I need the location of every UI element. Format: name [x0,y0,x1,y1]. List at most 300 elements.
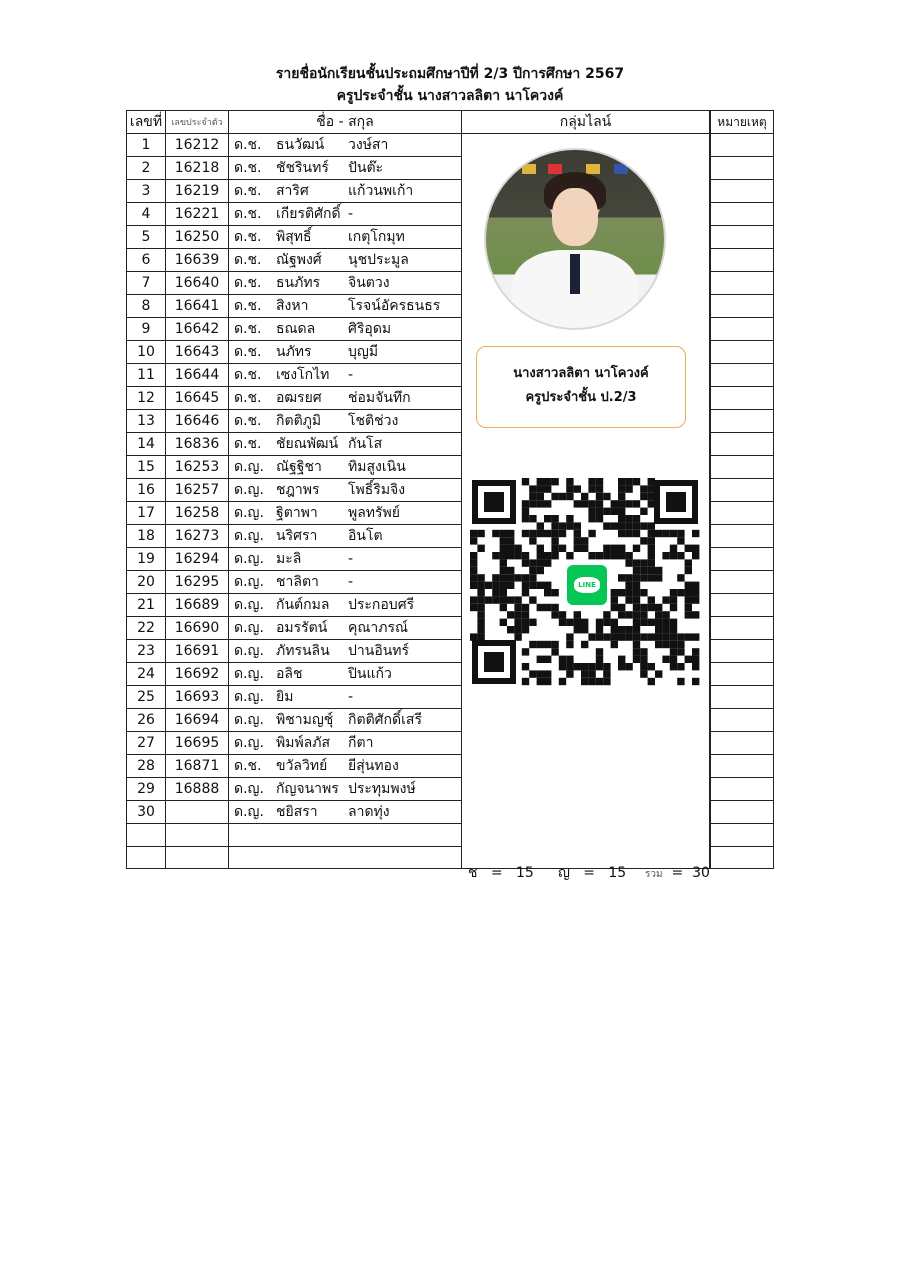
qr-module [529,567,536,574]
qr-module [537,559,544,566]
qr-module [685,589,692,596]
qr-module [500,537,507,544]
name-prefix: ด.ช. [234,137,262,153]
cell-name [229,226,462,249]
qr-module [529,485,536,492]
cell-no [127,824,166,847]
qr-module [596,552,603,559]
cell-note[interactable] [711,709,774,732]
cell-note[interactable] [711,824,774,847]
cell-note[interactable] [711,732,774,755]
qr-module [648,633,655,640]
qr-module [618,500,625,507]
cell-note[interactable] [711,387,774,410]
cell-id: 16258 [166,502,229,525]
cell-note[interactable] [711,617,774,640]
qr-module [500,530,507,537]
qr-module [544,656,551,663]
qr-module [559,493,566,500]
qr-module [648,619,655,626]
qr-module [470,530,477,537]
qr-module [522,589,529,596]
qr-module [470,567,477,574]
qr-module [670,604,677,611]
name-prefix: ด.ช. [234,229,262,245]
cell-note[interactable] [711,157,774,180]
qr-module [537,641,544,648]
qr-module [655,670,662,677]
qr-module [537,552,544,559]
qr-module [551,545,558,552]
qr-module [685,656,692,663]
table-row [127,134,774,157]
cell-note[interactable] [711,410,774,433]
qr-module [544,559,551,566]
qr-module [574,611,581,618]
qr-module [655,641,662,648]
qr-module [492,552,499,559]
cell-name [229,640,462,663]
name-prefix: ด.ช. [234,413,262,429]
qr-module [633,619,640,626]
qr-module [566,619,573,626]
cell-note[interactable] [711,502,774,525]
cell-note[interactable] [711,249,774,272]
cell-id: 16644 [166,364,229,387]
qr-module [514,633,521,640]
qr-module [640,559,647,566]
qr-module [514,545,521,552]
qr-module [596,663,603,670]
cell-no: 17 [127,502,166,525]
qr-module [507,567,514,574]
qr-module [544,552,551,559]
qr-module [648,478,655,485]
name-prefix: ด.ช. [234,183,262,199]
qr-module [662,611,669,618]
qr-module [529,559,536,566]
cell-no: 15 [127,456,166,479]
qr-module [588,478,595,485]
qr-module [588,515,595,522]
qr-module [522,559,529,566]
qr-module [559,522,566,529]
cell-note[interactable] [711,755,774,778]
cell-id: 16645 [166,387,229,410]
qr-module [618,626,625,633]
cell-note[interactable] [711,594,774,617]
qr-module [640,619,647,626]
qr-module [603,619,610,626]
qr-module [566,515,573,522]
cell-no: 20 [127,571,166,594]
cell-id: 16253 [166,456,229,479]
cell-note[interactable] [711,778,774,801]
qr-module [477,545,484,552]
last-name: ศิริอุดม [348,321,392,337]
qr-module [618,589,625,596]
qr-module [603,522,610,529]
qr-module [670,656,677,663]
cell-name [229,249,462,272]
qr-module [692,589,699,596]
qr-module [670,633,677,640]
col-header-group: กลุ่มไลน์ [462,111,710,134]
last-name: ปันต๊ะ [348,160,384,176]
first-name: ณัฐฐิชา [276,459,322,475]
cell-name [229,686,462,709]
cell-name [229,525,462,548]
cell-note[interactable] [711,433,774,456]
cell-no: 4 [127,203,166,226]
qr-module [662,530,669,537]
qr-module [551,552,558,559]
cell-no: 26 [127,709,166,732]
last-name: โรจน์อัครธนธร [348,298,441,314]
qr-module [581,678,588,685]
qr-module [529,493,536,500]
qr-module [685,559,692,566]
qr-module [662,641,669,648]
qr-module [470,633,477,640]
qr-module [500,567,507,574]
qr-module [551,515,558,522]
qr-module [625,633,632,640]
qr-module [677,537,684,544]
qr-module [581,619,588,626]
qr-module [611,596,618,603]
qr-module [522,626,529,633]
qr-module [477,611,484,618]
first-name: ชาลิตา [276,574,319,590]
qr-module [566,663,573,670]
qr-module [670,648,677,655]
qr-module [581,493,588,500]
name-prefix: ด.ช. [234,367,262,383]
cell-note[interactable] [711,640,774,663]
qr-module [625,596,632,603]
qr-module [588,678,595,685]
qr-module [500,582,507,589]
first-name: ธนวัฒน์ [276,137,325,153]
cell-id: 16250 [166,226,229,249]
qr-module [648,493,655,500]
qr-module [537,530,544,537]
cell-name [229,663,462,686]
qr-module [529,500,536,507]
qr-module [537,485,544,492]
cell-note[interactable] [711,341,774,364]
qr-module [618,485,625,492]
cell-no: 10 [127,341,166,364]
qr-module [655,626,662,633]
qr-module [596,678,603,685]
qr-module [559,530,566,537]
qr-module [670,619,677,626]
qr-module [692,530,699,537]
cell-id: 16691 [166,640,229,663]
qr-module [551,611,558,618]
qr-module [581,500,588,507]
cell-id: 16257 [166,479,229,502]
qr-module [662,656,669,663]
qr-module [677,648,684,655]
name-prefix: ด.ญ. [234,712,264,728]
qr-module [485,582,492,589]
cell-note[interactable] [711,134,774,157]
last-name: ปานอินทร์ [348,643,410,659]
cell-no: 24 [127,663,166,686]
qr-module [485,596,492,603]
qr-module [618,478,625,485]
qr-module [677,552,684,559]
cell-note[interactable] [711,318,774,341]
cell-note[interactable] [711,272,774,295]
cell-note[interactable] [711,226,774,249]
qr-module [625,530,632,537]
qr-module [603,493,610,500]
qr-module [514,619,521,626]
qr-module [618,574,625,581]
cell-note[interactable] [711,548,774,571]
qr-module [633,604,640,611]
qr-module [640,656,647,663]
teacher-role: ครูประจำชั้น ป.2/3 [525,390,637,405]
qr-module [670,589,677,596]
qr-module [633,500,640,507]
qr-module [692,611,699,618]
cell-no: 23 [127,640,166,663]
cell-name [229,134,462,157]
cell-id: 16646 [166,410,229,433]
qr-module [625,500,632,507]
qr-module [500,552,507,559]
name-prefix: ด.ญ. [234,482,264,498]
name-prefix: ด.ช. [234,275,262,291]
qr-module [588,663,595,670]
qr-module [677,530,684,537]
qr-module [596,485,603,492]
qr-module [692,663,699,670]
qr-module [522,508,529,515]
qr-module [625,522,632,529]
qr-module [507,552,514,559]
cell-id: 16273 [166,525,229,548]
qr-module [551,478,558,485]
qr-module [625,582,632,589]
cell-id: 16641 [166,295,229,318]
cell-note[interactable] [711,846,774,869]
qr-module [581,545,588,552]
last-name: ประทุมพงษ์ [348,781,416,797]
qr-module [640,611,647,618]
first-name: เซงโกไท [276,367,330,383]
qr-module [514,604,521,611]
qr-module [500,619,507,626]
qr-module [692,545,699,552]
first-name: ณัฐพงศ์ [276,252,322,268]
cell-id [166,846,229,869]
cell-note[interactable] [711,525,774,548]
cell-note[interactable] [711,571,774,594]
cell-name [229,778,462,801]
qr-module [633,596,640,603]
qr-module [618,552,625,559]
qr-module [507,596,514,603]
qr-module [655,604,662,611]
qr-module [588,500,595,507]
qr-module [603,633,610,640]
qr-module [588,633,595,640]
qr-module [529,574,536,581]
qr-module [514,626,521,633]
first-name: นริศรา [276,528,318,544]
qr-module [551,589,558,596]
qr-module [640,485,647,492]
last-name: - [348,206,354,222]
qr-module [522,604,529,611]
qr-module [648,678,655,685]
cell-note[interactable] [711,801,774,824]
qr-module [537,522,544,529]
cell-name [229,594,462,617]
name-prefix: ด.ช. [234,758,262,774]
cell-note[interactable] [711,203,774,226]
last-name: อินโต [348,528,383,544]
qr-module [581,663,588,670]
qr-module [655,611,662,618]
qr-module [625,478,632,485]
qr-module [522,552,529,559]
qr-module [648,530,655,537]
qr-module [670,530,677,537]
cell-no: 22 [127,617,166,640]
cell-id: 16218 [166,157,229,180]
first-name: มะลิ [276,551,302,567]
cell-note[interactable] [711,364,774,387]
qr-module [566,633,573,640]
qr-module [529,596,536,603]
cell-no: 30 [127,801,166,824]
name-prefix: ด.ช. [234,436,262,452]
qr-module [603,508,610,515]
qr-module [685,633,692,640]
first-name: ชยิสรา [276,804,318,820]
last-name: บุญมี [348,344,379,360]
last-name: โชติช่วง [348,413,399,429]
qr-module [470,582,477,589]
qr-module [618,545,625,552]
qr-module [640,522,647,529]
teacher-photo [484,148,666,330]
cell-name [229,410,462,433]
cell-note[interactable] [711,663,774,686]
qr-module [566,478,573,485]
qr-module [574,545,581,552]
cell-note[interactable] [711,479,774,502]
cell-id: 16694 [166,709,229,732]
cell-name [229,502,462,525]
qr-module [500,596,507,603]
qr-module [551,493,558,500]
qr-module [470,552,477,559]
name-prefix: ด.ญ. [234,666,264,682]
qr-module [625,663,632,670]
name-prefix: ด.ช. [234,390,262,406]
last-name: - [348,574,354,590]
qr-module [618,530,625,537]
qr-module [581,641,588,648]
qr-module [648,545,655,552]
qr-module [588,485,595,492]
qr-module [537,500,544,507]
qr-module [640,567,647,574]
cell-name [229,341,462,364]
qr-module [588,530,595,537]
line-logo-icon [565,563,609,607]
qr-module [625,515,632,522]
qr-module [492,589,499,596]
qr-module [648,596,655,603]
qr-module [514,552,521,559]
cell-name [229,548,462,571]
name-prefix: ด.ช. [234,252,262,268]
qr-module [529,670,536,677]
qr-module [611,641,618,648]
name-prefix: ด.ช. [234,206,262,222]
name-prefix: ด.ญ. [234,620,264,636]
qr-module [640,493,647,500]
last-name: นุชประมูล [348,252,409,268]
cell-name [229,387,462,410]
last-name: - [348,367,354,383]
qr-module [670,552,677,559]
qr-module [500,589,507,596]
cell-no [127,846,166,869]
qr-module [625,552,632,559]
cell-note[interactable] [711,180,774,203]
qr-module [551,604,558,611]
qr-module [477,633,484,640]
qr-module [596,633,603,640]
qr-module [670,545,677,552]
cell-note[interactable] [711,456,774,479]
qr-module [477,530,484,537]
qr-module [603,663,610,670]
qr-module [507,545,514,552]
qr-module [633,574,640,581]
qr-module [566,552,573,559]
cell-note[interactable] [711,686,774,709]
summary-total: รวม = 30 [645,865,710,881]
qr-module [633,589,640,596]
qr-module [477,596,484,603]
cell-note[interactable] [711,295,774,318]
name-prefix: ด.ช. [234,160,262,176]
qr-module [507,582,514,589]
cell-id: 16295 [166,571,229,594]
qr-module [507,626,514,633]
qr-module [522,663,529,670]
qr-module [662,552,669,559]
cell-no: 1 [127,134,166,157]
qr-module [522,515,529,522]
cell-name [229,295,462,318]
cell-id: 16695 [166,732,229,755]
first-name: ยิม [276,689,294,705]
qr-module [514,574,521,581]
first-name: พิชามญชุ์ [276,712,334,728]
